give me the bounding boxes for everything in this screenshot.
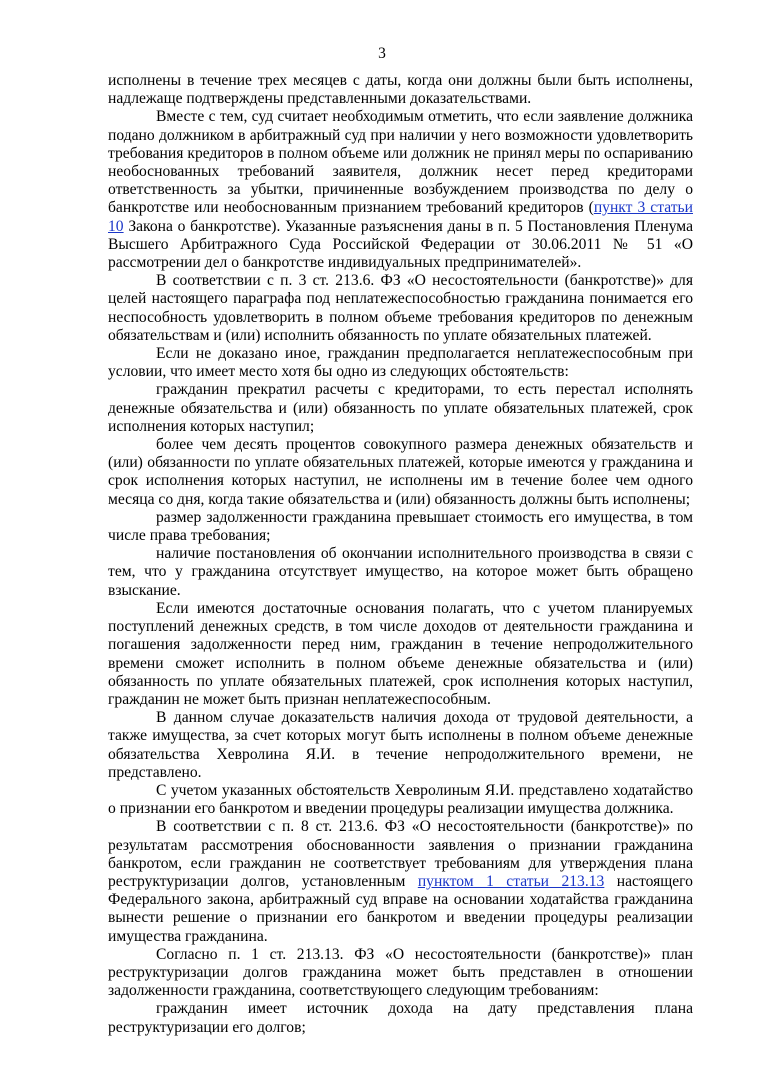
- paragraph-text: более чем десять процентов совокупного размера денежных обязательств и (или) обязанности по уплате обязательных платежей, которые имеются у гражданина и срок исполнения которых наступил, не исполнены им в течение более чем одного месяца со дня, когда такие обязательства и (или) обязанность должны быть исполнены;: [108, 436, 693, 508]
- paragraph: [108, 436, 693, 509]
- paragraph: [108, 782, 693, 818]
- law-reference-link[interactable]: пунктом 1 статьи 213.13: [417, 872, 605, 890]
- paragraph: [108, 709, 693, 782]
- paragraph-text: размер задолженности гражданина превышает стоимость его имущества, в том числе права требования;: [108, 508, 693, 545]
- paragraph-text: В данном случае доказательств наличия дохода от трудовой деятельности, а также имущества, за счет которых могут быть исполнены в полном объеме денежные обязательства Хевролина Я.И. в течение непродолжительного времени, не представлено.: [108, 709, 693, 781]
- paragraph-text: настоящего Федерального закона, арбитражный суд вправе на основании ходатайства гражданина вынести решение о признании его банкротом и введении процедуры реализации имущества гражданина.: [108, 872, 693, 945]
- paragraph: [108, 545, 693, 600]
- paragraph: [108, 600, 693, 709]
- paragraph-text: наличие постановления об окончании исполнительного производства в связи с тем, что у гражданина отсутствует имущество, на которое может быть обращено взыскание.: [108, 545, 693, 599]
- paragraph-text: Вместе с тем, суд считает необходимым отметить, что если заявление должника подано должником в арбитражный суд при наличии у него возможности удовлетворить требования кредиторов в полном объеме или должник не принял меры по оспариванию необоснованных требований заявителя, должник несет перед кредиторами ответственность за убытки, причиненные возбуждением производства по делу о банкротстве или необоснованным признанием требований кредиторов (: [108, 108, 693, 217]
- paragraph: [108, 272, 693, 345]
- paragraph: [108, 1000, 693, 1036]
- paragraph-text: Закона о банкротстве). Указанные разъяснения даны в п. 5 Постановления Пленума Высшего Арбитражного Суда Российской Федерации от 30.06.2011 № 51 «О рассмотрении дел о банкротстве индивидуальных предпринимателей».: [108, 217, 693, 272]
- paragraph-text: В соответствии с п. 8 ст. 213.6. ФЗ «О несостоятельности (банкротстве)» по результатам рассмотрения обоснованности заявления о признании гражданина банкротом, если гражданин не соответствует требованиям для утверждения плана реструктуризации долгов, установленным: [108, 818, 693, 890]
- paragraph: [108, 108, 693, 272]
- paragraph-text: гражданин прекратил расчеты с кредиторами, то есть перестал исполнять денежные обязательства и (или) обязанность по уплате обязательных платежей, срок исполнения которых наступил;: [108, 381, 693, 435]
- paragraph: [108, 72, 693, 108]
- paragraph-text: В соответствии с п. 3 ст. 213.6. ФЗ «О несостоятельности (банкротстве)» для целей настоящего параграфа под неплатежеспособностью гражданина понимается его неспособность удовлетворить в полном объеме требования кредиторов по денежным обязательствам и (или) исполнить обязанность по уплате обязательных платежей.: [108, 272, 693, 344]
- paragraph: [108, 509, 693, 545]
- paragraph-text: Согласно п. 1 ст. 213.13. ФЗ «О несостоятельности (банкротстве)» план реструктуризации долгов гражданина может быть представлен в отношении задолженности гражданина, соответствующего следующим требованиям:: [108, 945, 693, 1000]
- paragraph-text: Если не доказано иное, гражданин предполагается неплатежеспособным при условии, что имеет место хотя бы одно из следующих обстоятельств:: [108, 345, 693, 381]
- paragraph-text: исполнены в течение трех месяцев с даты, когда они должны были быть исполнены, надлежаще подтверждены представленными доказательствами.: [108, 72, 693, 108]
- document-body: [108, 72, 693, 1037]
- paragraph: [108, 818, 693, 945]
- paragraph: [108, 946, 693, 1001]
- paragraph: [108, 381, 693, 436]
- paragraph-text: гражданин имеет источник дохода на дату представления плана реструктуризации его долгов;: [108, 1000, 693, 1036]
- page-number: 3: [378, 45, 386, 62]
- paragraph: [108, 345, 693, 381]
- paragraph-text: С учетом указанных обстоятельств Хевролиным Я.И. представлено ходатайство о признании его банкротом и введении процедуры реализации имущества должника.: [108, 781, 693, 818]
- law-reference-link[interactable]: пункт 3 статьи 10: [108, 199, 693, 235]
- paragraph-text: Если имеются достаточные основания полагать, что с учетом планируемых поступлений денежных средств, в том числе доходов от деятельности гражданина и погашения задолженности перед ним, гражданин в течение непродолжительного времени сможет исполнить в полном объеме денежные обязательства и (или) обязанность по уплате обязательных платежей, срок исполнения которых наступил, гражданин не может быть признан неплатежеспособным.: [108, 599, 693, 708]
